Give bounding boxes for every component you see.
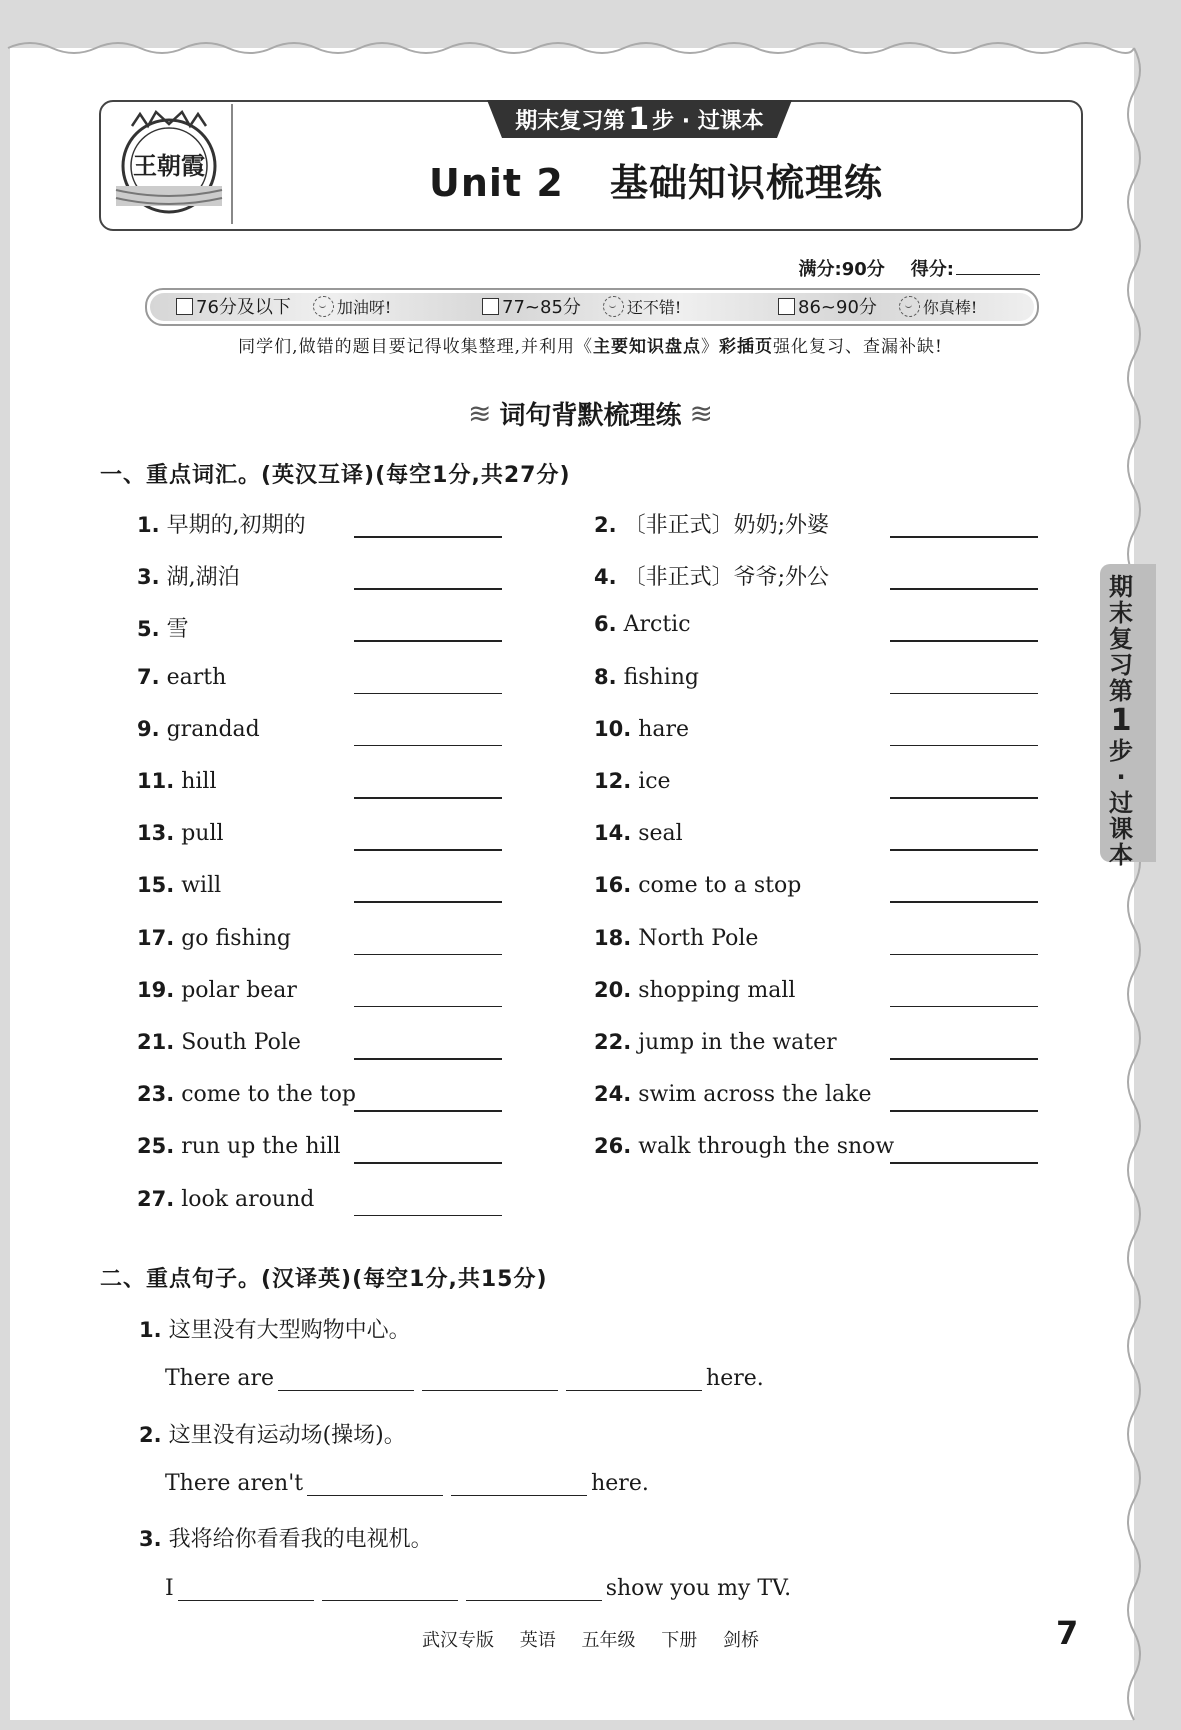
vocab-number: 15. bbox=[137, 873, 175, 898]
vocab-number: 1. bbox=[137, 513, 160, 537]
footer-edition: 剑桥 bbox=[722, 1630, 759, 1651]
vocab-answer-blank[interactable] bbox=[354, 1162, 502, 1164]
vocab-answer-blank[interactable] bbox=[890, 640, 1038, 642]
sentence-answer-2 bbox=[165, 1471, 649, 1496]
vocab-number: 13. bbox=[137, 821, 175, 846]
vocab-number: 5. bbox=[137, 617, 160, 642]
vocab-item bbox=[137, 665, 226, 690]
vocab-answer-blank[interactable] bbox=[890, 1110, 1038, 1112]
side-tab-char: 期 bbox=[1109, 573, 1133, 601]
grade-range-3: 86~90分 bbox=[798, 297, 877, 318]
answer-blank[interactable] bbox=[451, 1473, 587, 1496]
answer-end: show you my TV. bbox=[605, 1576, 792, 1601]
page-number: 7 bbox=[1056, 1614, 1079, 1652]
footer-subject: 英语 bbox=[519, 1630, 556, 1651]
unit-label: Unit 2 bbox=[428, 161, 564, 205]
vocab-item bbox=[594, 1134, 894, 1159]
vocab-answer-blank[interactable] bbox=[354, 588, 502, 590]
vocab-number: 21. bbox=[137, 1030, 175, 1054]
vocab-text: 早期的,初期的 bbox=[166, 513, 306, 538]
vocab-text: go fishing bbox=[181, 925, 291, 951]
vocab-text: South Pole bbox=[181, 1030, 301, 1055]
grade-note-1: 加油呀! bbox=[336, 297, 392, 317]
vocab-text: walk through the snow bbox=[638, 1134, 895, 1160]
vocab-answer-blank[interactable] bbox=[354, 693, 502, 695]
grade-checkbox-2[interactable] bbox=[482, 298, 499, 315]
vocab-answer-blank[interactable] bbox=[354, 640, 502, 642]
answer-blank[interactable] bbox=[422, 1368, 558, 1391]
side-tab-char: 课 bbox=[1109, 815, 1133, 843]
answer-blank[interactable] bbox=[322, 1578, 458, 1601]
question-number: 2. bbox=[139, 1423, 162, 1447]
grade-range-1: 76分及以下 bbox=[196, 297, 291, 318]
vocab-number: 22. bbox=[594, 1030, 632, 1054]
side-tab-char: 末 bbox=[1109, 599, 1133, 627]
footer bbox=[0, 1626, 1181, 1652]
vocab-number: 9. bbox=[137, 716, 160, 741]
vocab-number: 6. bbox=[594, 612, 617, 637]
question-text: 这里没有大型购物中心。 bbox=[168, 1318, 411, 1343]
vocab-number: 16. bbox=[594, 873, 632, 898]
vocab-answer-blank[interactable] bbox=[890, 693, 1038, 695]
section-heading-text: 词句背默梳理练 bbox=[499, 401, 682, 431]
side-tab-char: 习 bbox=[1109, 651, 1133, 679]
vocab-item bbox=[594, 769, 671, 794]
vocab-number: 19. bbox=[137, 977, 175, 1002]
vocab-answer-blank[interactable] bbox=[890, 745, 1038, 747]
vocab-text: swim across the lake bbox=[638, 1082, 872, 1108]
side-tab-after bbox=[1100, 738, 1142, 868]
vocab-item bbox=[137, 769, 216, 794]
vocab-text: come to a stop bbox=[638, 873, 802, 899]
vocab-item bbox=[594, 1030, 837, 1055]
side-tab-before bbox=[1100, 574, 1142, 704]
vocab-text: North Pole bbox=[638, 925, 759, 951]
grade-note-2: 还不错! bbox=[626, 297, 682, 317]
vocab-number: 20. bbox=[594, 977, 632, 1002]
vocab-text: come to the top bbox=[181, 1082, 356, 1108]
vocab-text: grandad bbox=[166, 716, 260, 742]
vocab-number: 4. bbox=[594, 565, 617, 590]
vocab-text: shopping mall bbox=[638, 977, 796, 1003]
vocab-item bbox=[594, 821, 683, 846]
vocab-item bbox=[137, 873, 221, 898]
vocab-answer-blank[interactable] bbox=[890, 797, 1038, 799]
full-score-label: 满分:90分 bbox=[798, 259, 885, 280]
vocab-item bbox=[594, 560, 829, 591]
vocab-item bbox=[137, 1134, 341, 1159]
question-number: 3. bbox=[139, 1527, 162, 1551]
vocab-number: 18. bbox=[594, 925, 632, 950]
vocab-text: earth bbox=[166, 664, 227, 690]
vocab-text: polar bear bbox=[181, 977, 297, 1003]
vocab-answer-blank[interactable] bbox=[890, 901, 1038, 903]
vocab-answer-blank[interactable] bbox=[890, 536, 1038, 538]
vocab-number: 11. bbox=[137, 769, 175, 793]
vocab-item bbox=[594, 873, 801, 898]
answer-blank[interactable] bbox=[566, 1368, 702, 1391]
tip-text-3: 强化复习、查漏补缺! bbox=[772, 337, 943, 357]
part2-title: 二、重点句子。(汉译英)(每空1分,共15分) bbox=[100, 1267, 548, 1292]
vocab-answer-blank[interactable] bbox=[890, 588, 1038, 590]
side-tab-char: 复 bbox=[1109, 625, 1133, 653]
vocab-text: hare bbox=[638, 716, 690, 742]
publisher-logo bbox=[110, 106, 228, 218]
vocab-text: run up the hill bbox=[181, 1134, 341, 1160]
vocab-number: 24. bbox=[594, 1082, 632, 1107]
vocab-text: hill bbox=[181, 769, 217, 794]
step-prefix: 期末复习第 bbox=[515, 108, 626, 134]
answer-blank[interactable] bbox=[307, 1473, 443, 1496]
wave-decoration-icon: ≋ bbox=[689, 397, 713, 430]
answer-start: There are bbox=[165, 1366, 275, 1391]
vocab-item bbox=[594, 978, 795, 1003]
vocab-text: 湖,湖泊 bbox=[166, 565, 240, 591]
vocab-text: will bbox=[181, 873, 222, 899]
vocab-number: 2. bbox=[594, 513, 617, 537]
wave-decoration-icon: ≋ bbox=[468, 397, 492, 430]
sentence-answer-1 bbox=[165, 1366, 764, 1391]
vocab-text: Arctic bbox=[623, 612, 691, 638]
vocab-answer-blank[interactable] bbox=[354, 849, 502, 851]
vocab-answer-blank[interactable] bbox=[890, 849, 1038, 851]
vocab-answer-blank[interactable] bbox=[890, 1162, 1038, 1164]
vocab-text: 雪 bbox=[166, 617, 189, 643]
vocab-number: 8. bbox=[594, 664, 617, 689]
vocab-answer-blank[interactable] bbox=[890, 1006, 1038, 1008]
smiley-icon bbox=[603, 296, 624, 317]
tip-text-1: 同学们,做错的题目要记得收集整理,并利用《 bbox=[238, 337, 593, 357]
vocab-number: 27. bbox=[137, 1186, 175, 1211]
vocab-item bbox=[137, 560, 240, 591]
grade-checkbox-3[interactable] bbox=[778, 298, 795, 315]
vocab-number: 3. bbox=[137, 565, 160, 590]
vocab-answer-blank[interactable] bbox=[354, 1006, 502, 1008]
grade-range-2: 77~85分 bbox=[502, 297, 581, 318]
vocab-item bbox=[137, 1082, 356, 1107]
study-tip bbox=[0, 332, 1181, 357]
score-got-label: 得分: bbox=[910, 259, 954, 280]
vocab-number: 14. bbox=[594, 821, 632, 846]
side-tab-char: 第 bbox=[1109, 677, 1133, 705]
question-number: 1. bbox=[139, 1318, 162, 1342]
vocab-number: 7. bbox=[137, 664, 160, 689]
vocab-item bbox=[594, 508, 829, 539]
title-label: 基础知识梳理练 bbox=[610, 161, 884, 205]
side-tab-char: · bbox=[1116, 763, 1126, 791]
vocab-number: 10. bbox=[594, 716, 632, 741]
vocab-text: pull bbox=[181, 821, 224, 847]
sentence-question-3 bbox=[139, 1522, 433, 1553]
vocab-item bbox=[137, 508, 306, 539]
vocab-item bbox=[137, 717, 260, 742]
vocab-answer-blank[interactable] bbox=[354, 901, 502, 903]
vocab-text: look around bbox=[181, 1186, 315, 1212]
grade-checkbox-1[interactable] bbox=[176, 298, 193, 315]
grade-option-2 bbox=[482, 293, 681, 319]
vocab-text: fishing bbox=[623, 664, 700, 690]
answer-end: here. bbox=[591, 1471, 649, 1496]
side-tab-text bbox=[1100, 574, 1142, 868]
vocab-answer-blank[interactable] bbox=[890, 954, 1038, 956]
question-text: 我将给你看看我的电视机。 bbox=[168, 1527, 433, 1552]
logo-text: 王朝霞 bbox=[133, 151, 205, 180]
smiley-icon bbox=[899, 296, 920, 317]
answer-blank[interactable] bbox=[466, 1578, 602, 1601]
sentence-question-1 bbox=[139, 1313, 411, 1344]
vocab-item bbox=[137, 926, 291, 951]
part1-title: 一、重点词汇。(英汉互译)(每空1分,共27分) bbox=[100, 463, 571, 488]
score-input[interactable] bbox=[956, 256, 1040, 275]
vocab-text: 〔非正式〕爷爷;外公 bbox=[623, 565, 830, 591]
vocab-item bbox=[594, 1082, 872, 1107]
tip-bold-1: 主要知识盘点 bbox=[592, 337, 701, 357]
vocab-text: ice bbox=[638, 769, 671, 794]
answer-blank[interactable] bbox=[278, 1368, 414, 1391]
vocab-item bbox=[594, 612, 691, 637]
vocab-number: 25. bbox=[137, 1134, 175, 1159]
vocab-answer-blank[interactable] bbox=[354, 954, 502, 956]
question-text: 这里没有运动场(操场)。 bbox=[168, 1423, 406, 1448]
vocab-answer-blank[interactable] bbox=[354, 745, 502, 747]
answer-start: There aren't bbox=[165, 1471, 304, 1496]
vocab-text: 〔非正式〕奶奶;外婆 bbox=[623, 513, 830, 538]
footer-volume: 下册 bbox=[661, 1630, 698, 1651]
vocab-item bbox=[137, 821, 224, 846]
sentence-answer-3 bbox=[165, 1576, 791, 1601]
vocab-item bbox=[594, 665, 699, 690]
vocab-text: jump in the water bbox=[638, 1030, 837, 1055]
vocab-answer-blank[interactable] bbox=[354, 1058, 502, 1060]
vocab-answer-blank[interactable] bbox=[890, 1058, 1038, 1060]
vocab-item bbox=[594, 717, 689, 742]
tip-bold-2: 彩插页 bbox=[718, 337, 773, 357]
vocab-number: 23. bbox=[137, 1082, 175, 1107]
footer-region: 武汉专版 bbox=[422, 1630, 495, 1651]
vocab-answer-blank[interactable] bbox=[354, 536, 502, 538]
vocab-text: seal bbox=[638, 821, 683, 847]
footer-grade: 五年级 bbox=[581, 1630, 636, 1651]
sentence-question-2 bbox=[139, 1418, 406, 1449]
vocab-item bbox=[137, 612, 189, 643]
vocab-item bbox=[137, 1030, 301, 1055]
section-heading bbox=[0, 395, 1181, 432]
vocab-number: 12. bbox=[594, 769, 632, 793]
answer-start: I bbox=[165, 1576, 174, 1601]
tip-text-2: 》 bbox=[700, 337, 719, 357]
vocab-item bbox=[594, 926, 758, 951]
page-title bbox=[232, 152, 1080, 207]
side-tab-char: 步 bbox=[1109, 737, 1133, 765]
grade-note-3: 你真棒! bbox=[922, 297, 978, 317]
side-tab-char: 本 bbox=[1109, 841, 1133, 869]
step-number: 1 bbox=[628, 101, 650, 137]
step-banner bbox=[487, 100, 792, 138]
smiley-icon bbox=[313, 296, 334, 317]
vocab-number: 26. bbox=[594, 1134, 632, 1159]
vocab-item bbox=[137, 978, 297, 1003]
vocab-item bbox=[137, 1187, 314, 1212]
step-suffix: 步 · 过课本 bbox=[652, 108, 764, 134]
score-row bbox=[799, 255, 1040, 281]
answer-end: here. bbox=[706, 1366, 764, 1391]
grade-option-1 bbox=[176, 293, 391, 319]
vocab-answer-blank[interactable] bbox=[354, 1110, 502, 1112]
grade-option-3 bbox=[778, 293, 977, 319]
side-tab-char: 过 bbox=[1109, 789, 1133, 817]
vocab-answer-blank[interactable] bbox=[354, 1215, 502, 1217]
side-tab-number: 1 bbox=[1110, 703, 1132, 738]
answer-blank[interactable] bbox=[178, 1578, 314, 1601]
vocab-answer-blank[interactable] bbox=[354, 797, 502, 799]
vocab-number: 17. bbox=[137, 925, 175, 950]
